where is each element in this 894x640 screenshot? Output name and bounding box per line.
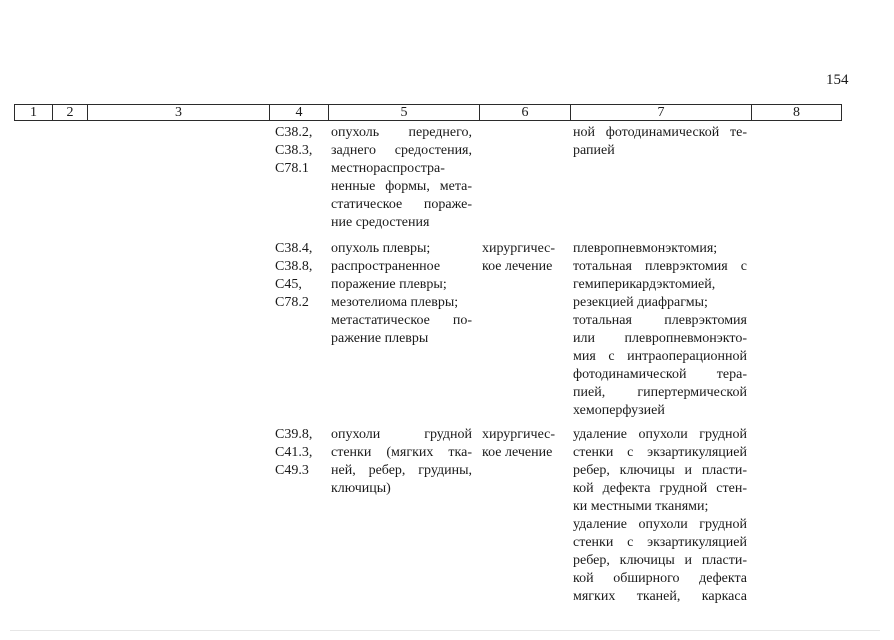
header-col-1: 1: [30, 105, 37, 120]
treatment-line: кое лечение: [482, 445, 553, 460]
treatment-line: кое лечение: [482, 259, 553, 274]
row-3-treatment: [482, 426, 562, 462]
treatment-line: хирургичес-: [482, 241, 556, 256]
header-col-8: 8: [793, 105, 800, 120]
row-2-description: [331, 240, 472, 348]
header-col-7: 7: [657, 105, 665, 120]
method-line: тотальная плеврэктомия: [573, 313, 747, 328]
row-2-codes: [275, 240, 323, 312]
code-line: С45,: [275, 277, 302, 292]
method-line: мия с интраоперационной: [573, 349, 747, 364]
header-col-3: 3: [175, 105, 182, 120]
description-line: опухоль переднего,: [331, 125, 472, 140]
code-line: С38.3,: [275, 143, 313, 158]
description-line: статическое пораже-: [331, 197, 472, 212]
code-line: С41.3,: [275, 445, 313, 460]
code-line: С78.2: [275, 295, 309, 310]
description-line: ние средостения: [331, 215, 430, 230]
method-line: мягких тканей, каркаса: [573, 589, 747, 604]
row-2-method: [573, 240, 747, 420]
row-1-codes: [275, 124, 323, 178]
description-line: опухоль плевры;: [331, 241, 431, 256]
method-line: удаление опухоли грудной: [573, 517, 747, 532]
description-line: опухоли грудной: [331, 427, 472, 442]
description-line: ражение плевры: [331, 331, 429, 346]
table-header-row: [14, 104, 842, 121]
method-line: удаление опухоли грудной: [573, 427, 747, 442]
method-line: хемоперфузией: [573, 403, 665, 418]
method-line: ки местными тканями;: [573, 499, 709, 514]
code-line: С38.4,: [275, 241, 313, 256]
description-line: ключицы): [331, 481, 391, 496]
method-line: резекцией диафрагмы;: [573, 295, 708, 310]
code-line: С49.3: [275, 463, 309, 478]
header-col-6: 6: [521, 105, 529, 120]
row-1-description: [331, 124, 472, 232]
description-line: поражение плевры;: [331, 277, 447, 292]
method-line: ной фотодинамической те-: [573, 125, 747, 140]
method-line: ребер, ключицы и пласти-: [573, 553, 747, 568]
description-line: мезотелиома плевры;: [331, 295, 459, 310]
description-line: ней, ребер, грудины,: [331, 463, 472, 478]
method-line: стенки с экзартикуляцией: [573, 535, 747, 550]
description-line: ненные формы, мета-: [331, 179, 472, 194]
header-col-2: 2: [66, 105, 74, 120]
row-3-method: [573, 426, 747, 606]
row-1-method: [573, 124, 747, 160]
code-line: С38.2,: [275, 125, 313, 140]
description-line: распространенное: [331, 259, 441, 274]
row-3-codes: [275, 426, 323, 480]
method-line: кой обширного дефекта: [573, 571, 747, 586]
method-line: тотальная плеврэктомия с: [573, 259, 747, 274]
method-line: или плевропневмонэкто-: [573, 331, 747, 346]
scan-edge-divider: [10, 630, 880, 631]
method-line: гемиперикардэктомией,: [573, 277, 716, 292]
method-line: рапией: [573, 143, 615, 158]
method-line: ребер, ключицы и пласти-: [573, 463, 747, 478]
row-3-description: [331, 426, 472, 498]
description-line: стенки (мягких тка-: [331, 445, 472, 460]
method-line: фотодинамической тера-: [573, 367, 747, 382]
description-line: заднего средостения,: [331, 143, 472, 158]
method-line: пией, гипертермической: [573, 385, 747, 400]
description-line: местнораспростра-: [331, 161, 445, 176]
method-line: кой дефекта грудной стен-: [573, 481, 747, 496]
header-col-5: 5: [400, 105, 408, 120]
code-line: С39.8,: [275, 427, 313, 442]
page-number: 154: [826, 72, 849, 88]
treatment-line: хирургичес-: [482, 427, 556, 442]
method-line: плевропневмонэктомия;: [573, 241, 718, 256]
code-line: С38.8,: [275, 259, 313, 274]
code-line: С78.1: [275, 161, 309, 176]
header-col-4: 4: [295, 105, 303, 120]
method-line: стенки с экзартикуляцией: [573, 445, 747, 460]
row-2-treatment: [482, 240, 562, 276]
description-line: метастатическое по-: [331, 313, 472, 328]
